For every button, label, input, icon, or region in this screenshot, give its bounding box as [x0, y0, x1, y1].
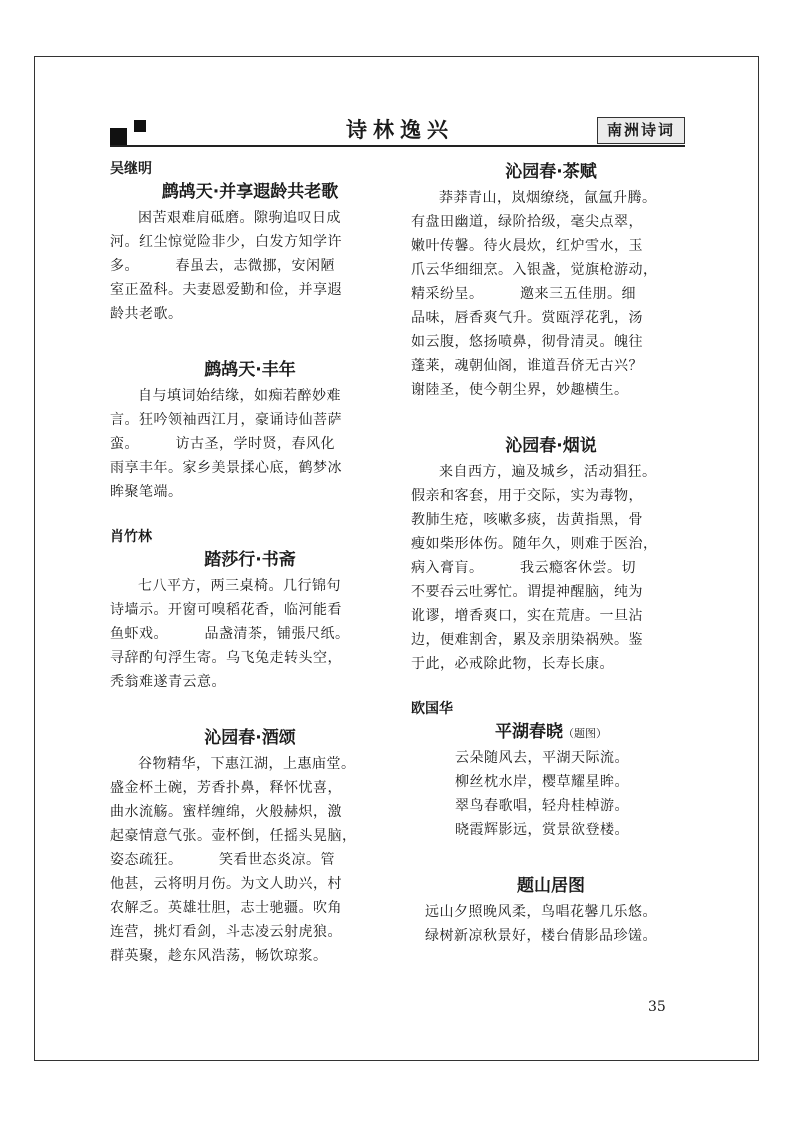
poem-line: 绿树新凉秋景好，楼台倩影品珍馐。 — [425, 928, 657, 944]
poem-line: 假亲和客套，用于交际，实为毒物， — [411, 488, 643, 504]
poem-line: 困苦艰难肩砥磨。隙驹追叹日成 — [138, 210, 341, 226]
poem-body — [411, 186, 691, 402]
poem-line: 秃翁难遂青云意。 — [110, 674, 226, 690]
page-number: 35 — [648, 999, 666, 1015]
poem-line: 眸聚笔端。 — [110, 484, 183, 500]
poem-title: 鹧鸪天·丰年 — [204, 360, 296, 380]
header-decoration-icon — [110, 120, 150, 148]
poem-body — [110, 574, 390, 694]
poem-line: 于此，必戒除此物，长寿长康。 — [411, 656, 614, 672]
poem-line: 精采纷呈。 邀来三五佳朋。细 — [411, 286, 636, 302]
section-title: 诗林逸兴 — [346, 118, 454, 142]
poem-body — [411, 900, 691, 948]
poem-line: 不要吞云吐雾忙。谓提神醒脑，纯为 — [411, 584, 643, 600]
poem-line: 瘦如柴形体伤。随年久，则难于医治， — [411, 536, 658, 552]
poem-line: 室正盈科。夫妻恩爱勤和俭，并享遐 — [110, 282, 342, 298]
journal-badge: 南洲诗词 — [597, 117, 685, 144]
poem-body — [411, 460, 691, 676]
square-icon-large — [110, 128, 127, 145]
poem-title: 沁园春·酒颂 — [204, 728, 296, 748]
poem-body — [411, 746, 691, 842]
poem-line: 他甚，云将明月伤。为文人助兴，村 — [110, 876, 342, 892]
poem-line: 诗墙示。开窗可嗅稻花香，临河能看 — [110, 602, 342, 618]
poem-line: 品味，唇香爽气升。赏瓯浮花乳，汤 — [411, 310, 643, 326]
square-icon-small — [134, 120, 146, 132]
poem-line: 来自西方，遍及城乡，活动猖狂。 — [439, 464, 657, 480]
poem-line: 如云腹，悠扬喷鼻，彻骨清灵。魄往 — [411, 334, 643, 350]
poem-title: 踏莎行·书斋 — [204, 550, 296, 570]
poem-line: 有盘田幽道，绿阶拾级，毫尖点翠， — [411, 214, 643, 230]
poem-line: 翠鸟春歌唱，轻舟桂棹游。 — [455, 798, 629, 814]
poem-title: 沁园春·茶赋 — [505, 162, 597, 182]
poem-line: 谢陸圣，使今朝尘界，妙趣横生。 — [411, 382, 629, 398]
poem-body — [110, 384, 390, 504]
poem-title: 沁园春·烟说 — [505, 436, 597, 456]
poem-line: 盛金杯土碗，芳香扑鼻，释怀忧喜， — [110, 780, 342, 796]
poem-title-note: （题图） — [563, 727, 607, 740]
poem-line: 嫩叶传馨。待火晨炊，红炉雪水，玉 — [411, 238, 643, 254]
poem-title: 鹧鸪天·并享遐龄共老歌 — [161, 182, 339, 202]
author-name: 吴继明 — [110, 161, 152, 177]
poem-body — [110, 752, 390, 968]
poem-line: 莽莽青山，岚烟缭绕，氤氲升腾。 — [439, 190, 657, 206]
poem-line: 蛮。 访古圣，学时贤，春风化 — [110, 436, 335, 452]
poem-line: 言。狂吟领袖西江月，豪诵诗仙菩萨 — [110, 412, 342, 428]
poem-line: 农解乏。英雄壮胆，志士驰疆。吹角 — [110, 900, 342, 916]
poem-line: 曲水流觞。蜜样缠绵，火般赫炽，激 — [110, 804, 342, 820]
poem-line: 边，便难割舍，累及亲朋染祸殃。鉴 — [411, 632, 643, 648]
poem-line: 云朵随风去，平湖天际流。 — [455, 750, 629, 766]
poem-line: 起豪情意气张。壶杯倒，任摇头晃脑， — [110, 828, 357, 844]
poem-line: 晓霞辉影远，赏景欲登楼。 — [455, 822, 629, 838]
poem-line: 病入膏肓。 我云瘾客休尝。切 — [411, 560, 636, 576]
poem-body — [110, 206, 390, 326]
poem-line: 谷物精华，下惠江湖，上惠庙堂。 — [138, 756, 356, 772]
poem-title: 题山居图 — [517, 876, 585, 896]
poem-title-text: 平湖春晓 — [495, 722, 563, 742]
poem-line: 龄共老歌。 — [110, 306, 183, 322]
poem-line: 自与填词始结缘，如痴若醉妙难 — [138, 388, 341, 404]
poem-line: 河。红尘惊觉险非少，白发方知学许 — [110, 234, 342, 250]
poem-line: 姿态疏狂。 笑看世态炎凉。管 — [110, 852, 335, 868]
poem-title — [411, 718, 691, 746]
poem-line: 蓬莱，魂朝仙阁，谁道吾侪无古兴？ — [411, 358, 643, 374]
poem-line: 教肺生疮，咳嗽多痰，齿黄指黑，骨 — [411, 512, 643, 528]
left-column — [110, 158, 390, 968]
poem-line: 连营，挑灯看剑，斗志凌云射虎狼。 — [110, 924, 342, 940]
poem-line: 鱼虾戏。 品盏清茶，铺張尺纸。 — [110, 626, 350, 642]
poem-line: 柳丝枕水岸，樱草耀星眸。 — [455, 774, 629, 790]
right-column — [411, 158, 691, 948]
poem-line: 多。 春虽去，志微挪，安闲陋 — [110, 258, 335, 274]
poem-line: 雨享丰年。家乡美景揉心底，鹤梦冰 — [110, 460, 342, 476]
poem-line: 寻辞酌句浮生寄。乌飞兔走转头空， — [110, 650, 342, 666]
author-name: 欧国华 — [411, 701, 453, 717]
header-rule — [110, 145, 685, 147]
poem-line: 爪云华细细烹。入银盏，觉旗枪游动， — [411, 262, 658, 278]
poem-line: 讹谬，增香爽口，实在荒唐。一旦沾 — [411, 608, 643, 624]
poem-line: 七八平方，两三桌椅。几行锦句 — [138, 578, 341, 594]
author-name: 肖竹林 — [110, 529, 152, 545]
poem-line: 群英聚，趁东风浩荡，畅饮琼浆。 — [110, 948, 328, 964]
poem-line: 远山夕照晚风柔，鸟唱花馨几乐悠。 — [425, 904, 657, 920]
